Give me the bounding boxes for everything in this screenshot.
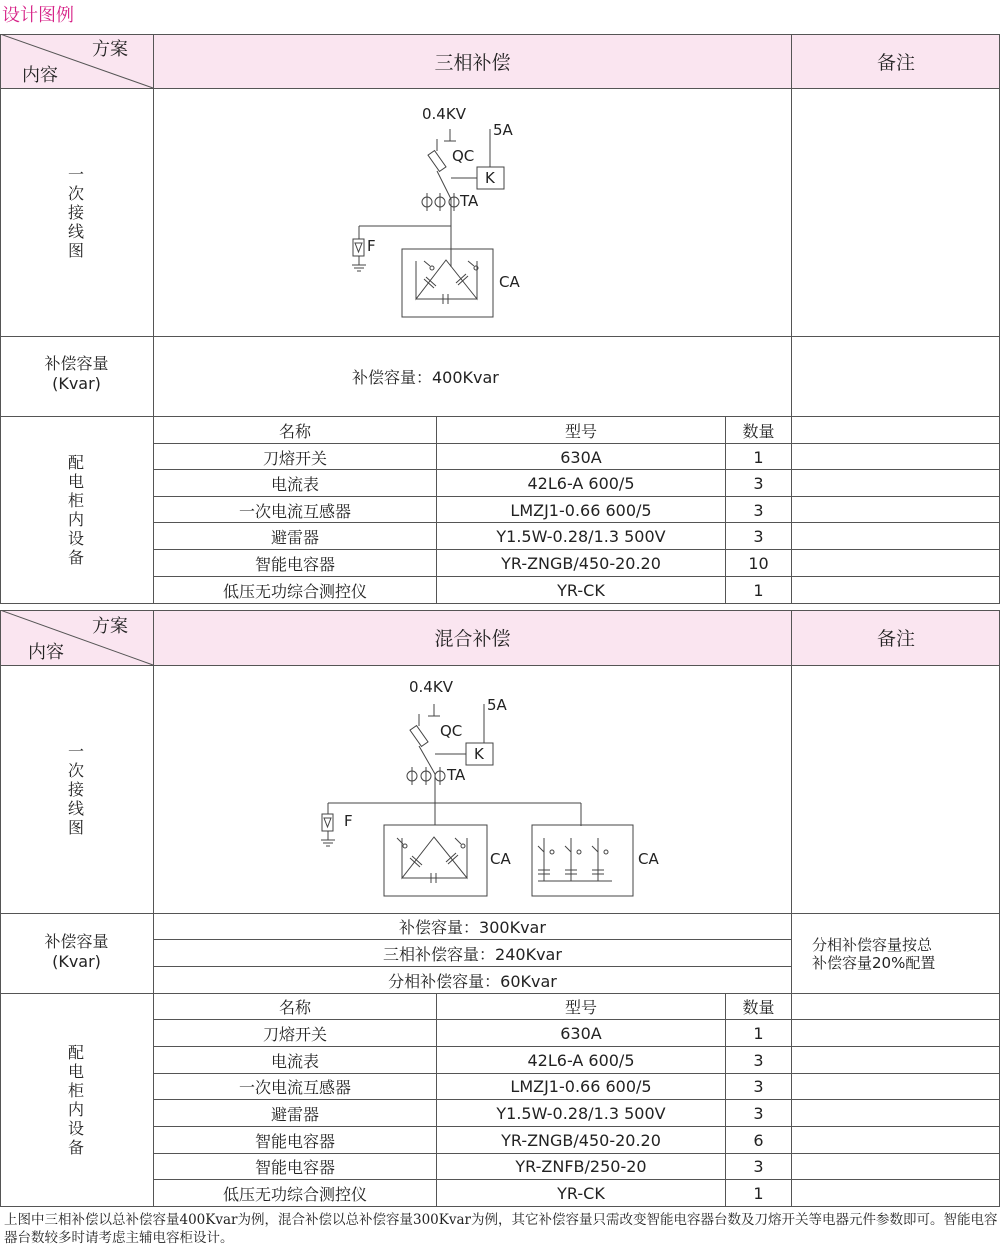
current-label: 5A xyxy=(487,696,507,714)
equip-name: 智能电容器 xyxy=(254,555,335,574)
equip-qty: 1 xyxy=(753,1183,764,1203)
capacitor-label-2: CA xyxy=(638,850,659,868)
arrester-label: F xyxy=(344,812,353,830)
equip-model: 630A xyxy=(560,447,602,467)
equip-name: 低压无功综合测控仪 xyxy=(222,582,367,601)
equip-qty: 3 xyxy=(753,474,764,493)
capacity-total: 补偿容量：300Kvar xyxy=(399,918,546,937)
equip-model: YR-ZNGB/450-20.20 xyxy=(501,554,661,573)
transformer-label xyxy=(404,766,453,784)
capacitor-label: CA xyxy=(499,273,520,291)
capacity-unit: (Kvar) xyxy=(52,952,101,971)
equip-name: 避雷器 xyxy=(270,1104,319,1124)
col-qty: 数量 xyxy=(742,998,775,1017)
equip-name: 一次电流互感器 xyxy=(238,1078,351,1097)
equip-qty: 3 xyxy=(753,1050,764,1070)
capacity-label-text: 补偿容量 xyxy=(44,354,109,373)
remarks-header: 备注 xyxy=(876,628,915,650)
equip-model: 630A xyxy=(560,1023,602,1043)
footer-note: 上图中三相补偿以总补偿容量400Kvar为例，混合补偿以总补偿容量300Kvar为例，其它补偿容量只需改变智能电容器台数及刀熔开关等电器元件参数即可。智能电容器台数较多时请考虑主辅电容柜设计。 xyxy=(4,1212,998,1246)
capacity-label xyxy=(0,352,153,396)
wiring-row-label: 一次接线图 xyxy=(67,742,84,837)
scheme-title: 混合补偿 xyxy=(434,628,511,650)
col-name: 名称 xyxy=(278,421,311,441)
switch-label: QC xyxy=(452,147,475,165)
equip-qty: 3 xyxy=(753,500,764,520)
remarks-header: 备注 xyxy=(876,51,915,74)
table-three-phase xyxy=(0,34,1000,604)
scheme-label: 方案 xyxy=(92,616,128,637)
capacity-unit: (Kvar) xyxy=(52,374,101,393)
scheme-label: 方案 xyxy=(92,39,128,60)
equip-model: LMZJ1-0.66 600/5 xyxy=(510,500,652,520)
content-label: 内容 xyxy=(22,65,58,86)
relay-label: K xyxy=(474,745,484,763)
equipment-row-label: 配电柜内设备 xyxy=(67,453,84,567)
equip-model: Y1.5W-0.28/1.3 500V xyxy=(496,527,666,546)
capacity-label xyxy=(0,930,153,974)
equip-qty: 3 xyxy=(753,1077,764,1096)
equip-qty: 3 xyxy=(753,1103,764,1123)
equip-name: 电流表 xyxy=(270,475,319,494)
equip-model: YR-ZNGB/450-20.20 xyxy=(501,1130,661,1150)
wiring-diagram xyxy=(154,89,791,336)
capacity-label-text: 补偿容量 xyxy=(44,932,109,951)
equip-qty: 3 xyxy=(753,527,764,546)
equipment-row-label: 配电柜内设备 xyxy=(67,1043,84,1157)
equip-name: 一次电流互感器 xyxy=(238,501,351,521)
col-model: 型号 xyxy=(564,421,597,441)
equip-qty: 6 xyxy=(753,1130,764,1150)
capacity-value: 补偿容量：400Kvar xyxy=(352,368,499,387)
wiring-diagram xyxy=(154,666,791,913)
equip-qty: 1 xyxy=(753,581,764,600)
equip-name: 避雷器 xyxy=(270,528,319,547)
content-label: 内容 xyxy=(28,642,64,663)
page-title: 设计图例 xyxy=(2,5,74,26)
capacity-three-phase: 三相补偿容量：240Kvar xyxy=(383,944,562,964)
equip-name: 电流表 xyxy=(270,1051,319,1071)
equip-qty: 3 xyxy=(753,1157,764,1176)
arrester-label: F xyxy=(367,237,376,255)
equip-model: LMZJ1-0.66 600/5 xyxy=(510,1077,652,1096)
equip-model: 42L6-A 600/5 xyxy=(527,1050,635,1070)
table-hybrid xyxy=(0,610,1000,1207)
capacity-remark: 分相补偿容量按总补偿容量20%配置 xyxy=(812,935,936,972)
capacity-split-phase: 分相补偿容量：60Kvar xyxy=(388,971,557,991)
voltage-label: 0.4KV xyxy=(409,678,453,696)
equip-qty: 1 xyxy=(753,447,764,467)
ta-label: TA xyxy=(460,192,479,210)
col-model: 型号 xyxy=(564,998,597,1017)
equip-qty: 1 xyxy=(753,1023,764,1043)
equip-model: Y1.5W-0.28/1.3 500V xyxy=(496,1103,666,1123)
equip-qty: 10 xyxy=(748,554,769,573)
equip-name: 低压无功综合测控仪 xyxy=(222,1184,367,1204)
col-name: 名称 xyxy=(278,998,311,1017)
equip-model: YR-CK xyxy=(557,581,605,600)
voltage-label: 0.4KV xyxy=(422,105,466,123)
col-qty: 数量 xyxy=(742,421,775,441)
equip-model: YR-CK xyxy=(557,1183,605,1203)
capacitor-label: CA xyxy=(490,850,511,868)
equip-name: 智能电容器 xyxy=(254,1131,335,1151)
equip-model: 42L6-A 600/5 xyxy=(527,474,635,493)
relay-label: K xyxy=(485,169,495,187)
wiring-row-label: 一次接线图 xyxy=(67,165,84,260)
equip-model: YR-ZNFB/250-20 xyxy=(515,1157,647,1176)
scheme-title: 三相补偿 xyxy=(434,51,511,74)
equip-name: 刀熔开关 xyxy=(262,448,327,468)
equip-name: 刀熔开关 xyxy=(262,1024,327,1044)
ta-label: TA xyxy=(447,766,466,784)
current-label: 5A xyxy=(493,121,513,139)
switch-label: QC xyxy=(440,722,463,740)
equip-name: 智能电容器 xyxy=(254,1158,335,1177)
